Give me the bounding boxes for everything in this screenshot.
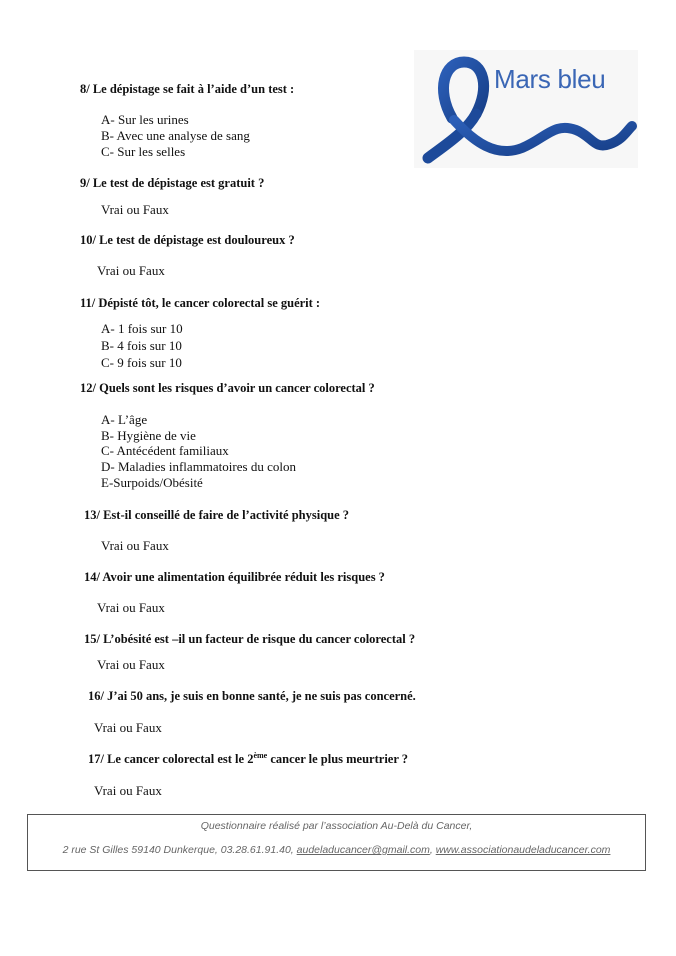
question-11: 11/ Dépisté tôt, le cancer colorectal se guérit : bbox=[80, 296, 321, 310]
question-8: 8/ Le dépistage se fait à l’aide d’un test : bbox=[80, 82, 295, 96]
q11-option-b: B- 4 fois sur 10 bbox=[101, 338, 182, 353]
q16-answer: Vrai ou Faux bbox=[94, 720, 162, 735]
question-10: 10/ Le test de dépistage est douloureux ? bbox=[80, 233, 295, 247]
q12-option-b: B- Hygiène de vie bbox=[101, 428, 196, 443]
question-9: 9/ Le test de dépistage est gratuit ? bbox=[80, 176, 265, 190]
footer-website-link[interactable]: www.associationaudeladucancer.com bbox=[435, 844, 611, 856]
q8-option-b: B- Avec une analyse de sang bbox=[101, 128, 250, 143]
q12-option-e: E-Surpoids/Obésité bbox=[101, 475, 203, 490]
q17-title-superscript: ème bbox=[253, 750, 268, 760]
q17-title-start: 17/ Le cancer colorectal est le 2 bbox=[88, 752, 254, 766]
question-13: 13/ Est-il conseillé de faire de l’activité physique ? bbox=[84, 508, 350, 522]
footer-credit: Questionnaire réalisé par l’association Au-Delà du Cancer, bbox=[200, 820, 473, 832]
question-16: 16/ J’ai 50 ans, je suis en bonne santé, je ne suis pas concerné. bbox=[88, 689, 416, 703]
footer-email-link[interactable]: audeladucancer@gmail.com bbox=[296, 844, 430, 856]
footer-box bbox=[27, 814, 646, 871]
q10-answer: Vrai ou Faux bbox=[97, 263, 165, 278]
q8-option-c: C- Sur les selles bbox=[101, 144, 186, 159]
footer-separator: , bbox=[429, 844, 436, 856]
q17-answer: Vrai ou Faux bbox=[94, 783, 162, 798]
q12-option-d: D- Maladies inflammatoires du colon bbox=[101, 459, 296, 474]
question-14: 14/ Avoir une alimentation équilibrée réduit les risques ? bbox=[84, 570, 385, 584]
mars-bleu-logo bbox=[414, 50, 638, 168]
question-12: 12/ Quels sont les risques d’avoir un cancer colorectal ? bbox=[80, 381, 375, 395]
question-17 bbox=[88, 752, 408, 767]
logo-text: Mars bleu bbox=[494, 64, 606, 94]
q9-answer: Vrai ou Faux bbox=[101, 202, 169, 217]
q12-option-c: C- Antécédent familiaux bbox=[101, 443, 229, 458]
q14-answer: Vrai ou Faux bbox=[97, 600, 165, 615]
question-15: 15/ L’obésité est –il un facteur de risque du cancer colorectal ? bbox=[84, 632, 416, 646]
footer-contact bbox=[28, 844, 645, 856]
q15-answer: Vrai ou Faux bbox=[97, 657, 165, 672]
q8-option-a: A- Sur les urines bbox=[101, 112, 189, 127]
footer-address: 2 rue St Gilles 59140 Dunkerque, 03.28.61.91.40, bbox=[62, 844, 297, 856]
q11-option-c: C- 9 fois sur 10 bbox=[101, 355, 182, 370]
q11-option-a: A- 1 fois sur 10 bbox=[101, 321, 183, 336]
q13-answer: Vrai ou Faux bbox=[101, 538, 169, 553]
q17-title-end: cancer le plus meurtrier ? bbox=[267, 752, 409, 766]
q12-option-a: A- L’âge bbox=[101, 412, 148, 427]
